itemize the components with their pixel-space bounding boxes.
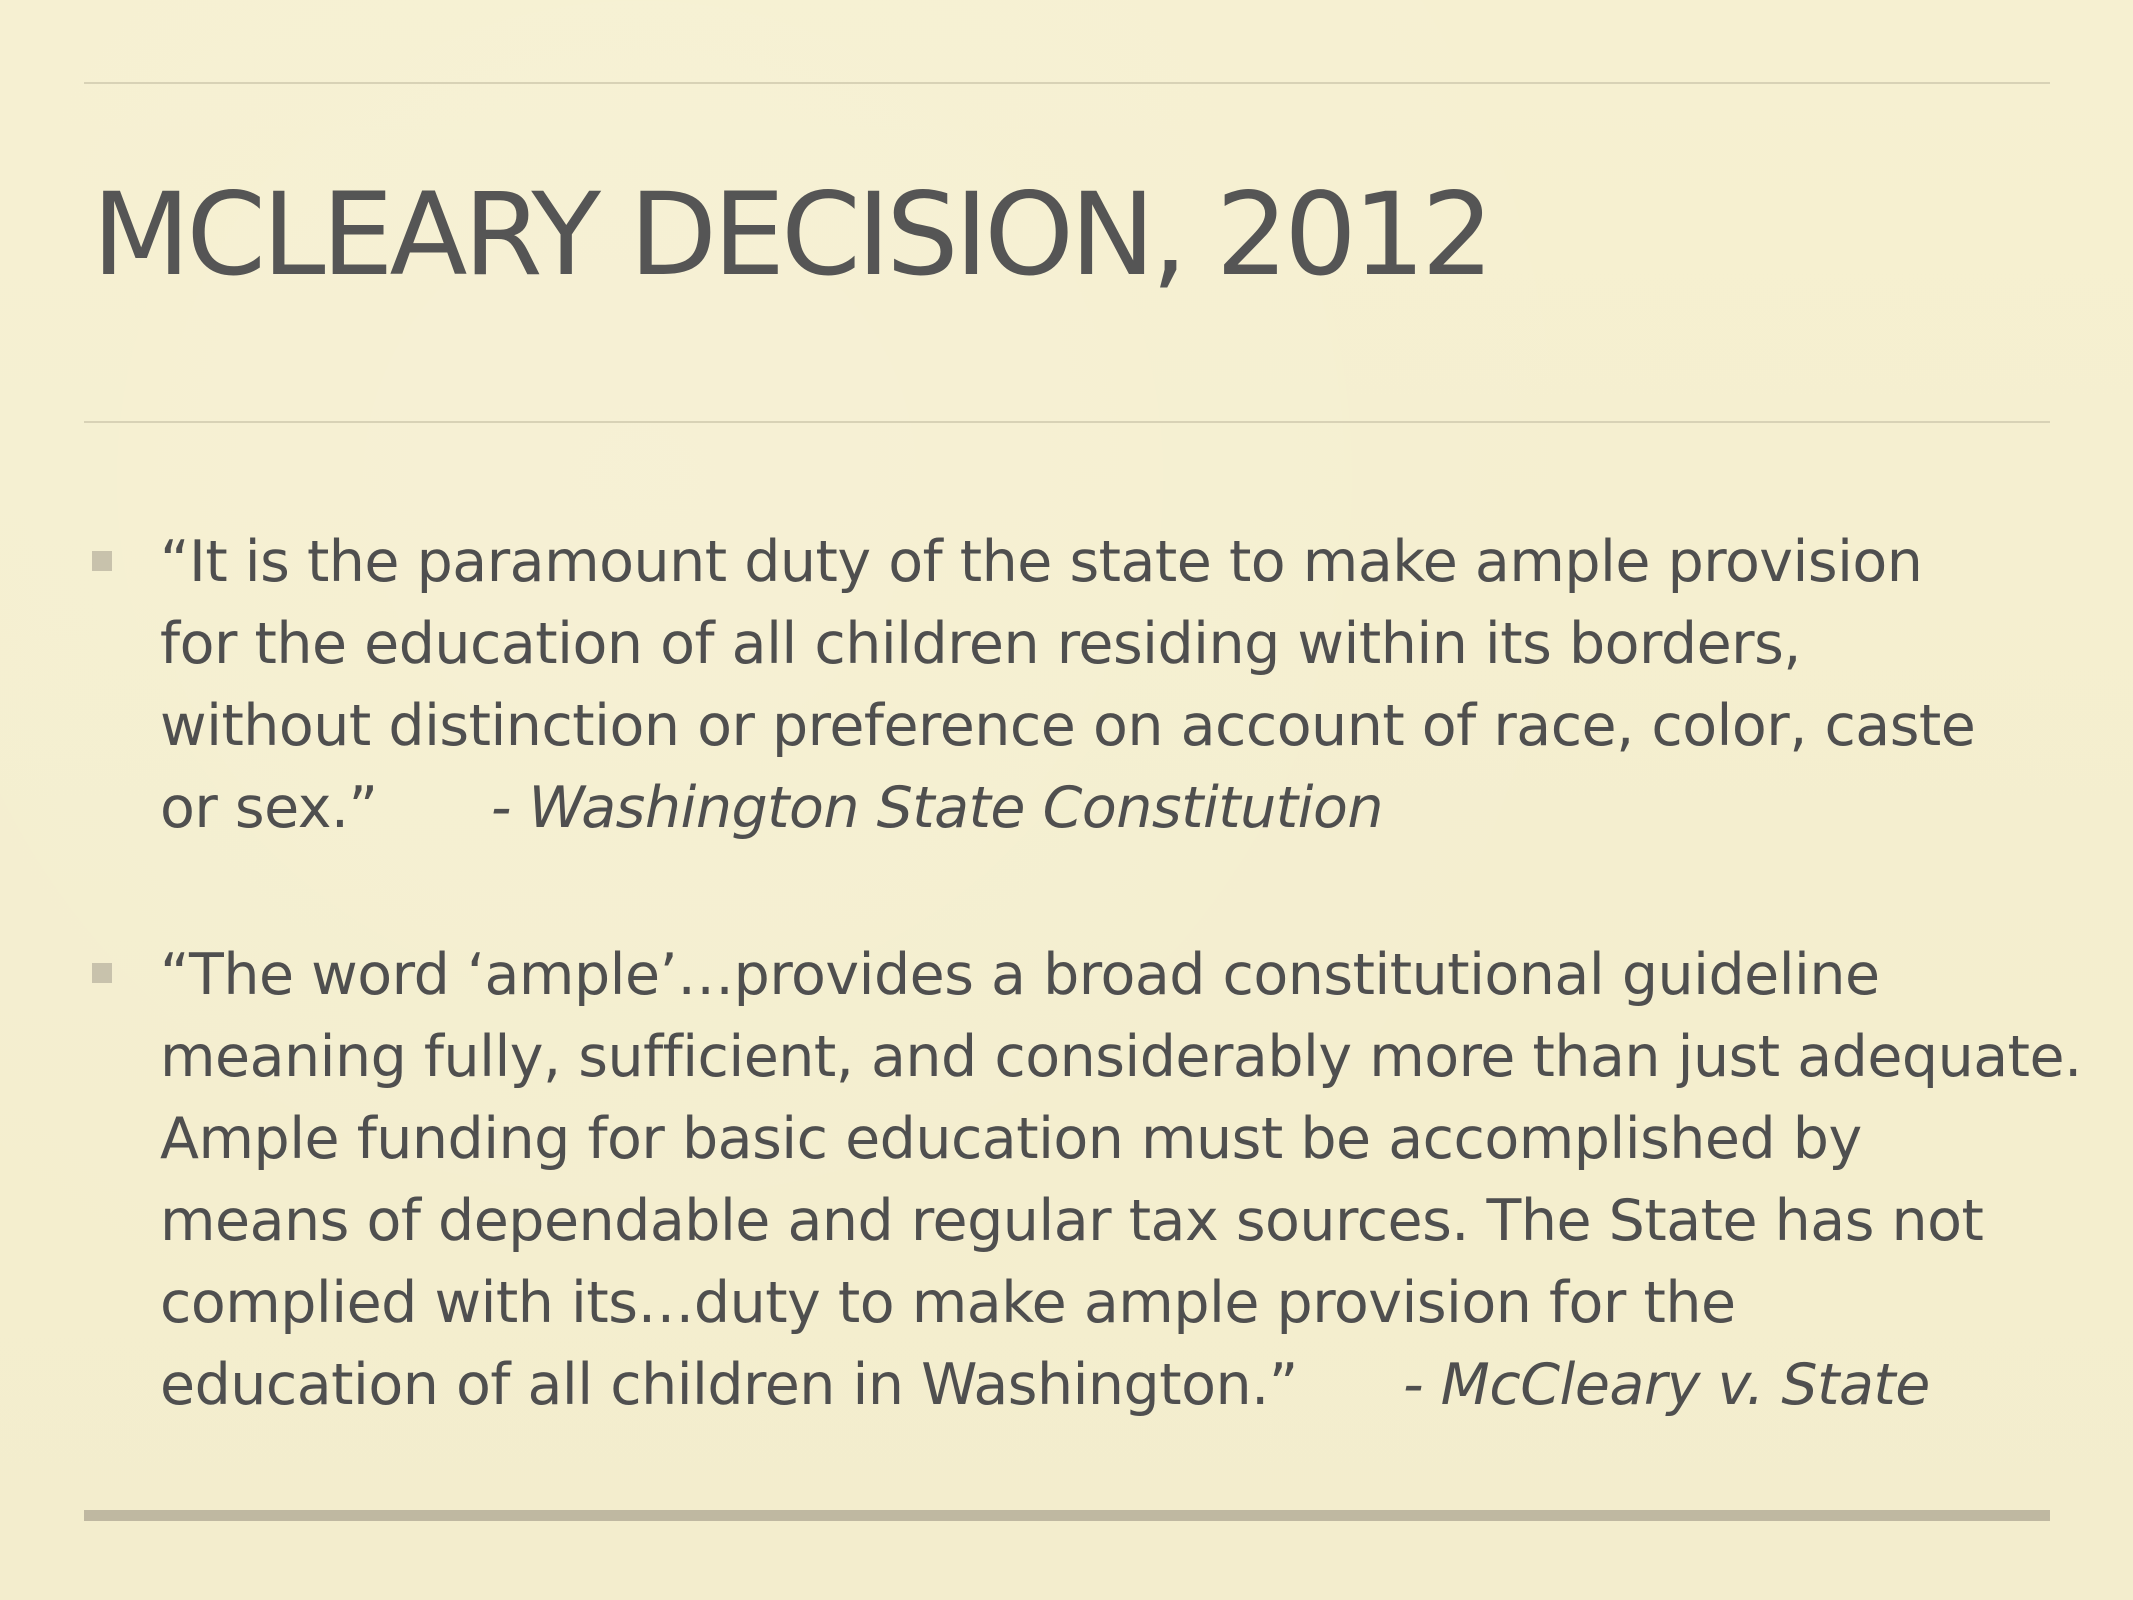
quote-line-last xyxy=(160,767,2050,849)
quote-line: for the education of all children residing within its borders, xyxy=(160,611,1801,677)
quote-line: Ample funding for basic education must be accomplished by xyxy=(160,1106,1862,1172)
bullet-quote-constitution xyxy=(160,521,2050,849)
bottom-rule xyxy=(84,1510,2050,1521)
quote-end: education of all children in Washington.” xyxy=(160,1352,1298,1418)
bullet-square-icon xyxy=(92,963,112,983)
bullet-square-icon xyxy=(92,551,112,571)
quote-line: “The word ‘ample’…provides a broad constitutional guideline xyxy=(160,942,1880,1008)
quote-line: means of dependable and regular tax sources. The State has not xyxy=(160,1188,1984,1254)
quote-line-last xyxy=(160,1344,2050,1426)
quote-line: meaning fully, sufficient, and considerably more than just adequate. xyxy=(160,1024,2082,1090)
quote-source: - Washington State Constitution xyxy=(490,775,1383,841)
bullet-quote-court xyxy=(160,934,2082,1426)
quote-source: - McCleary v. State xyxy=(1402,1352,1930,1418)
quote-line: “It is the paramount duty of the state to make ample provision xyxy=(160,529,1923,595)
slide-title: MCLEARY DECISION, 2012 xyxy=(92,168,1490,301)
quote-line: without distinction or preference on account of race, color, caste xyxy=(160,693,1976,759)
quote-end: or sex.” xyxy=(160,775,378,841)
quote-line: complied with its…duty to make ample provision for the xyxy=(160,1270,1736,1336)
